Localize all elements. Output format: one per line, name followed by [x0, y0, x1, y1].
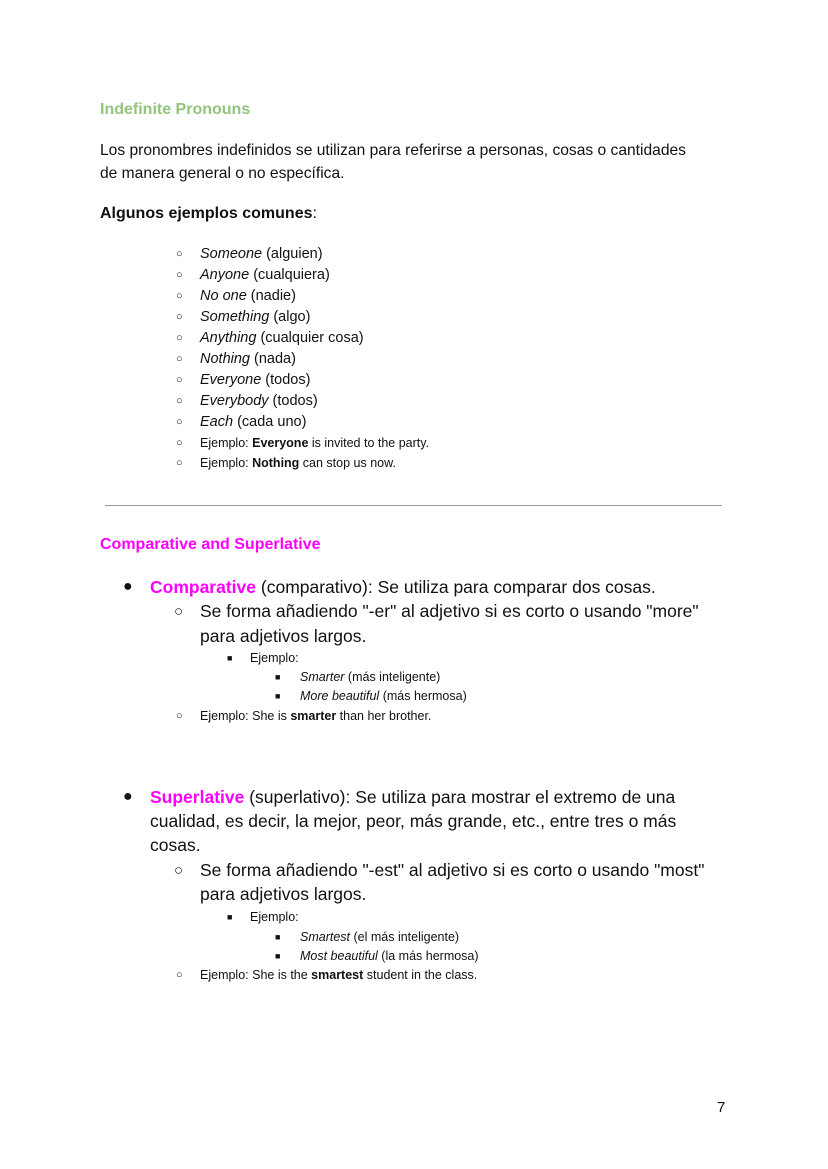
list-item: [150, 577, 656, 598]
bullet-icon: ○: [176, 311, 183, 324]
term-highlight: Comparative: [150, 577, 257, 598]
italic-term: Anyone: [200, 267, 250, 283]
text: (el más inteligente): [350, 930, 460, 945]
section-title-indefinite-pronouns: Indefinite Pronouns: [100, 101, 251, 118]
examples-heading-colon: :: [312, 205, 317, 222]
text: para adjetivos largos.: [200, 884, 367, 905]
bullet-icon: ○: [176, 353, 183, 366]
text: Ejemplo:: [200, 436, 253, 451]
text: (la más hermosa): [377, 949, 479, 964]
list-item: [200, 884, 366, 905]
list-item: [200, 246, 323, 262]
text: (más hermosa): [379, 689, 467, 704]
list-item: [300, 949, 479, 963]
list-item: [200, 309, 310, 325]
bullet-icon: ■: [275, 951, 281, 962]
bullet-icon: ■: [275, 672, 281, 683]
text: (más inteligente): [344, 670, 441, 685]
intro-paragraph-line: Los pronombres indefinidos se utilizan para referirse a personas, cosas o cantidades: [100, 142, 686, 159]
list-item: [200, 351, 296, 367]
list-item: [300, 930, 459, 944]
bullet-icon: ○: [174, 602, 184, 620]
bullet-icon: ■: [227, 912, 233, 923]
list-item: [200, 968, 477, 982]
bullet-icon: ■: [275, 932, 281, 943]
italic-term: Everybody: [200, 393, 269, 409]
italic-term: Everyone: [200, 372, 262, 388]
bullet-icon: ○: [176, 969, 183, 982]
list-item: [300, 689, 467, 703]
bullet-icon: ●: [123, 788, 133, 806]
text: Ejemplo:: [200, 456, 253, 471]
text: Ejemplo:: [250, 651, 299, 666]
list-item: [200, 436, 429, 450]
list-item: [300, 670, 440, 684]
term-highlight: Superlative: [150, 787, 245, 808]
text: (algo): [269, 309, 311, 325]
bullet-icon: ○: [176, 710, 183, 723]
italic-term: No one: [200, 288, 247, 304]
bullet-icon: ●: [123, 578, 133, 596]
text: Ejemplo:: [250, 910, 299, 925]
examples-heading: [100, 205, 317, 223]
text: para adjetivos largos.: [200, 626, 367, 647]
italic-term: Something: [200, 309, 270, 325]
text: student in the class.: [363, 968, 478, 983]
text: (todos): [268, 393, 318, 409]
bold-term: Nothing: [252, 456, 300, 471]
text: is invited to the party.: [308, 436, 430, 451]
text: Ejemplo: She is the: [200, 968, 312, 983]
list-item: [200, 626, 366, 647]
examples-heading-text: Algunos ejemplos comunes: [100, 205, 313, 222]
text: Se forma añadiendo "-est" al adjetivo si es corto o usando "most": [200, 860, 705, 881]
list-item: [200, 330, 364, 346]
bullet-icon: ○: [176, 332, 183, 345]
italic-term: More beautiful: [300, 689, 380, 704]
section-divider: [105, 505, 722, 506]
text: cosas.: [150, 835, 201, 856]
italic-term: Smartest: [300, 930, 351, 945]
bullet-icon: ■: [227, 653, 233, 664]
text: cualidad, es decir, la mejor, peor, más grande, etc., entre tres o más: [150, 811, 677, 832]
bullet-icon: ○: [176, 269, 183, 282]
text: Se forma añadiendo "-er" al adjetivo si es corto o usando "more": [200, 601, 699, 622]
italic-term: Nothing: [200, 351, 250, 367]
italic-term: Anything: [200, 330, 257, 346]
bold-term: Everyone: [252, 436, 309, 451]
text: (cualquier cosa): [256, 330, 364, 346]
bullet-icon: ○: [176, 374, 183, 387]
text: (cada uno): [233, 414, 307, 430]
bullet-icon: ○: [174, 861, 184, 879]
bullet-icon: ○: [176, 437, 183, 450]
text: (cualquiera): [249, 267, 330, 283]
list-item: [200, 414, 306, 430]
bold-term: smarter: [290, 709, 337, 724]
text: (todos): [261, 372, 311, 388]
list-item: [200, 267, 330, 283]
italic-term: Most beautiful: [300, 949, 378, 964]
list-item: [200, 601, 699, 622]
text: (nada): [249, 351, 296, 367]
bullet-icon: ○: [176, 457, 183, 470]
text: (nadie): [246, 288, 296, 304]
list-item: [150, 811, 676, 832]
bullet-icon: ■: [275, 691, 281, 702]
bullet-icon: ○: [176, 416, 183, 429]
text: can stop us now.: [299, 456, 396, 471]
list-item: [150, 835, 201, 856]
italic-term: Someone: [200, 246, 263, 262]
text: than her brother.: [336, 709, 432, 724]
list-item: [200, 393, 318, 409]
bold-term: smartest: [311, 968, 364, 983]
intro-paragraph-line: de manera general o no específica.: [100, 165, 345, 182]
list-item: [200, 456, 396, 470]
list-item: [150, 787, 675, 808]
text: (superlativo): Se utiliza para mostrar el extremo de una: [244, 787, 676, 808]
italic-term: Smarter: [300, 670, 345, 685]
list-item: [250, 651, 299, 665]
list-item: [200, 372, 310, 388]
text: Ejemplo: She is: [200, 709, 291, 724]
list-item: [250, 910, 299, 924]
section-title-comparative-superlative: Comparative and Superlative: [100, 536, 321, 553]
text: (alguien): [262, 246, 323, 262]
bullet-icon: ○: [176, 395, 183, 408]
text: (comparativo): Se utiliza para comparar dos cosas.: [256, 577, 656, 598]
list-item: [200, 709, 431, 723]
bullet-icon: ○: [176, 290, 183, 303]
list-item: [200, 288, 296, 304]
page-number: 7: [717, 1099, 726, 1116]
list-item: [200, 860, 704, 881]
bullet-icon: ○: [176, 248, 183, 261]
italic-term: Each: [200, 414, 234, 430]
